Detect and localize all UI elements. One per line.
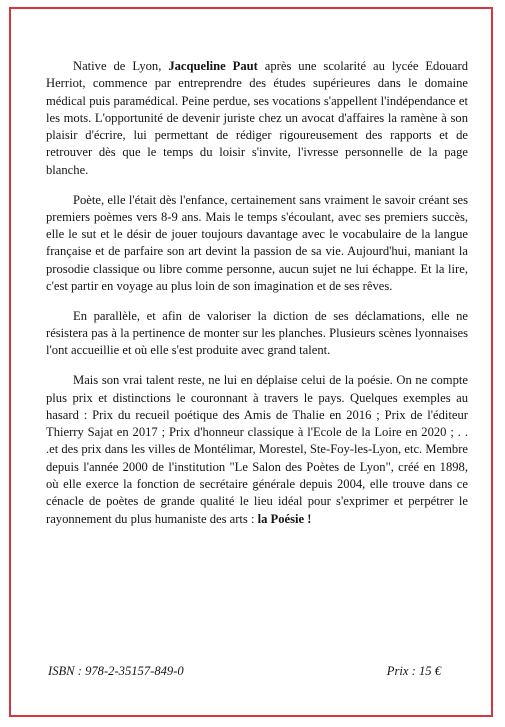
closing-emphasis: la Poésie ! bbox=[257, 511, 312, 526]
paragraph-1-text: après une scolarité au lycée Edouard Herriot, commence par entreprendre des études supérieures dans le domaine médical puis paramédical. Peine perdue, ses vocations s'appellent l'indépendance et les mots. L'opportunité de devenir juriste chez un avocat d'affaires la ramène à son plaisir d'écrire, lui permettant de rédiger rigoureusement des rapports et de retrouver dès que le temps du loisir s'invite, l'ivresse personnelle de la page blanche. bbox=[46, 59, 469, 177]
paragraph-1 bbox=[46, 58, 468, 179]
paragraph-1-lead: Native de Lyon, bbox=[73, 59, 169, 73]
biography-text bbox=[46, 58, 468, 528]
author-name: Jacqueline Paut bbox=[168, 59, 258, 73]
paragraph-2: Poète, elle l'était dès l'enfance, certainement sans vraiment le savoir créant ses premiers poèmes vers 8-9 ans. Mais le temps s'écoulant, avec ses premiers succès, elle le sut et le désir de jouer toujours davantage avec le vocabulaire de la langue française et de parfaire son art devint la passion de sa vie. Aujourd'hui, maniant la prosodie classique ou libre comme personne, aucun sujet ne lui échappe. Et la lire, c'est partir en voyage au plus loin de son imagination et de ses rêves. bbox=[46, 192, 468, 294]
paragraph-4-text: Mais son vrai talent reste, ne lui en déplaise celui de la poésie. On ne compte plus prix et distinctions le couronnant à travers le pays. Quelques exemples au hasard : Prix du recueil poétique des Amis de Thalie en 2016 ; Prix de l'éditeur Thierry Sajat en 2017 ; Prix d'honneur classique à l'Ecole de la Loire en 2020 ; . . .et des prix dans les villes de Montélimar, Morestel, Ste-Foy-les-Lyon, etc. Membre depuis l'année 2000 de l'institution "Le Salon des Poètes de Lyon", créé en 1898, où elle exerce la fonction de secrétaire générale depuis 2004, elle trouve dans ce cénacle de poètes de grande qualité le lieu idéal pour s'exprimer et perpétrer le rayonnement du plus humaniste des arts : bbox=[46, 373, 468, 526]
paragraph-3: En parallèle, et afin de valoriser la diction de ses déclamations, elle ne résistera pas à la pertinence de monter sur les planches. Plusieurs scènes lyonnaises l'ont accueillie et où elle s'est produite avec grand talent. bbox=[46, 308, 468, 358]
paragraph-4 bbox=[46, 372, 468, 528]
price-label: Prix : 15 € bbox=[386, 664, 441, 678]
isbn-label: ISBN : 978-2-35157-849-0 bbox=[48, 664, 184, 678]
